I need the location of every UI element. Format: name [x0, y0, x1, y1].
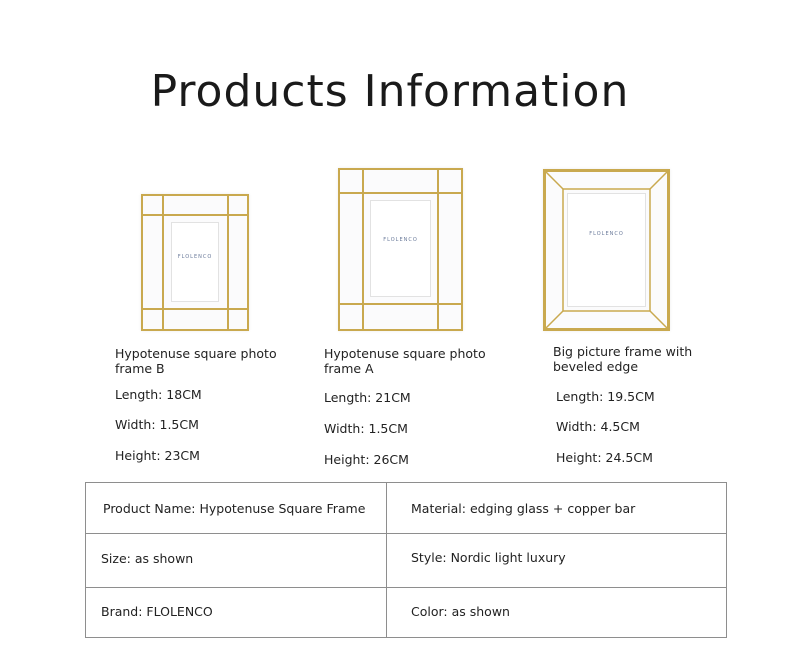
product-name-line: Hypotenuse square photo	[324, 346, 486, 361]
page-title: Products Information	[150, 66, 630, 117]
frame-brand-text: FLOLENCO	[589, 231, 624, 237]
product-name-line: frame A	[324, 361, 374, 376]
frame-photo-card	[370, 200, 431, 297]
spec-width: Width: 1.5CM	[324, 421, 408, 436]
table-cell-brand: Brand: FLOLENCO	[101, 604, 213, 619]
product-image-frame-a	[338, 168, 463, 331]
product-image-big-frame	[543, 169, 670, 331]
gold-trim	[141, 214, 249, 216]
spec-length: Length: 19.5CM	[556, 389, 655, 404]
product-name-line: frame B	[115, 361, 165, 376]
gold-trim	[338, 329, 463, 331]
product-name-line: Big picture frame with	[553, 344, 693, 359]
table-divider	[86, 587, 726, 588]
spec-length: Length: 18CM	[115, 387, 202, 402]
product-info-table	[85, 482, 727, 638]
frame-photo-card	[171, 222, 219, 302]
table-cell-color: Color: as shown	[411, 604, 510, 619]
spec-width: Width: 4.5CM	[556, 419, 640, 434]
spec-width: Width: 1.5CM	[115, 417, 199, 432]
product-name-big-frame	[553, 344, 692, 374]
frame-brand-text: FLOLENCO	[177, 254, 213, 260]
gold-trim	[338, 303, 463, 305]
gold-trim	[338, 192, 463, 194]
table-column-divider	[386, 483, 387, 637]
product-image-frame-b	[141, 194, 249, 331]
table-cell-product-name: Product Name: Hypotenuse Square Frame	[103, 501, 366, 516]
table-cell-material: Material: edging glass + copper bar	[411, 501, 636, 516]
frame-brand-text: FLOLENCO	[383, 237, 418, 243]
product-name-frame-a	[324, 346, 486, 376]
table-cell-size: Size: as shown	[101, 551, 194, 566]
gold-trim	[141, 194, 249, 196]
table-cell-style: Style: Nordic light luxury	[411, 550, 566, 565]
table-divider	[86, 533, 726, 534]
product-name-frame-b	[115, 346, 277, 376]
product-name-line: Hypotenuse square photo	[115, 346, 277, 361]
spec-length: Length: 21CM	[324, 390, 411, 405]
spec-height: Height: 24.5CM	[556, 450, 653, 465]
gold-trim	[141, 308, 249, 310]
gold-trim	[141, 329, 249, 331]
product-name-line: beveled edge	[553, 359, 639, 374]
frame-photo-card	[567, 193, 646, 307]
gold-trim	[338, 168, 463, 170]
spec-height: Height: 26CM	[324, 452, 409, 467]
spec-height: Height: 23CM	[115, 448, 200, 463]
